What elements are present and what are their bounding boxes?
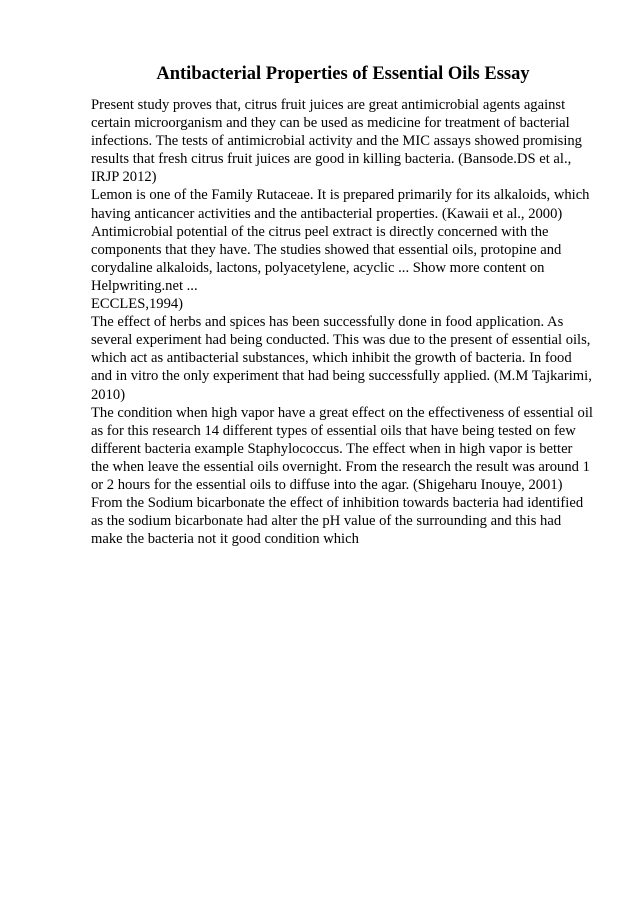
- text-line: 2010): [91, 386, 126, 403]
- text-line: Present study proves that, citrus fruit juices are great antimicrobial agents against: [91, 97, 566, 113]
- text-line: The effect of herbs and spices has been successfully done in food application. As: [91, 314, 564, 331]
- text-line: ECCLES,1994): [91, 296, 184, 313]
- text-line: corydaline alkaloids, lactons, polyacetylene, acyclic ... Show more content on: [91, 259, 545, 276]
- text-line: or 2 hours for the essential oils to diffuse into the agar. (Shigeharu Inouye, 2001): [91, 476, 563, 493]
- text-line: and in vitro the only experiment that had being successfully applied. (M.M Tajkarimi,: [91, 368, 592, 385]
- text-line: having anticancer activities and the antibacterial properties. (Kawaii et al., 2000): [91, 205, 563, 222]
- text-line: From the Sodium bicarbonate the effect of inhibition towards bacteria had identified: [91, 495, 584, 512]
- text-line: different bacteria example Staphylococcus. The effect when in high vapor is better: [91, 440, 573, 457]
- text-line: certain microorganism and they can be used as medicine for treatment of bacterial: [91, 115, 570, 132]
- text-line: components that they have. The studies showed that essential oils, protopine and: [91, 241, 562, 258]
- text-line: which act as antibacterial substances, which inhibit the growth of bacteria. In food: [91, 350, 572, 367]
- text-line: as the sodium bicarbonate had alter the pH value of the surrounding and this had: [91, 513, 562, 530]
- text-line: Antimicrobial potential of the citrus peel extract is directly concerned with the: [91, 223, 549, 240]
- text-line: make the bacteria not it good condition which: [91, 531, 359, 548]
- text-line: results that fresh citrus fruit juices are good in killing bacteria. (Bansode.DS et al.,: [91, 151, 572, 168]
- text-line: IRJP 2012): [91, 169, 157, 186]
- text-line: as for this research 14 different types of essential oils that have being tested on few: [91, 422, 576, 439]
- text-line: Lemon is one of the Family Rutaceae. It is prepared primarily for its alkaloids, which: [91, 187, 590, 204]
- text-line: several experiment had being conducted. This was due to the present of essential oils,: [91, 332, 591, 349]
- document-body: [91, 96, 611, 548]
- document-title: Antibacterial Properties of Essential Oils Essay: [156, 64, 530, 84]
- text-line: Helpwriting.net ...: [91, 277, 198, 294]
- text-line: The condition when high vapor have a great effect on the effectiveness of essential oil: [91, 404, 593, 421]
- text-line: the when leave the essential oils overnight. From the research the result was around 1: [91, 458, 590, 475]
- text-line: infections. The tests of antimicrobial activity and the MIC assays showed promising: [91, 133, 582, 150]
